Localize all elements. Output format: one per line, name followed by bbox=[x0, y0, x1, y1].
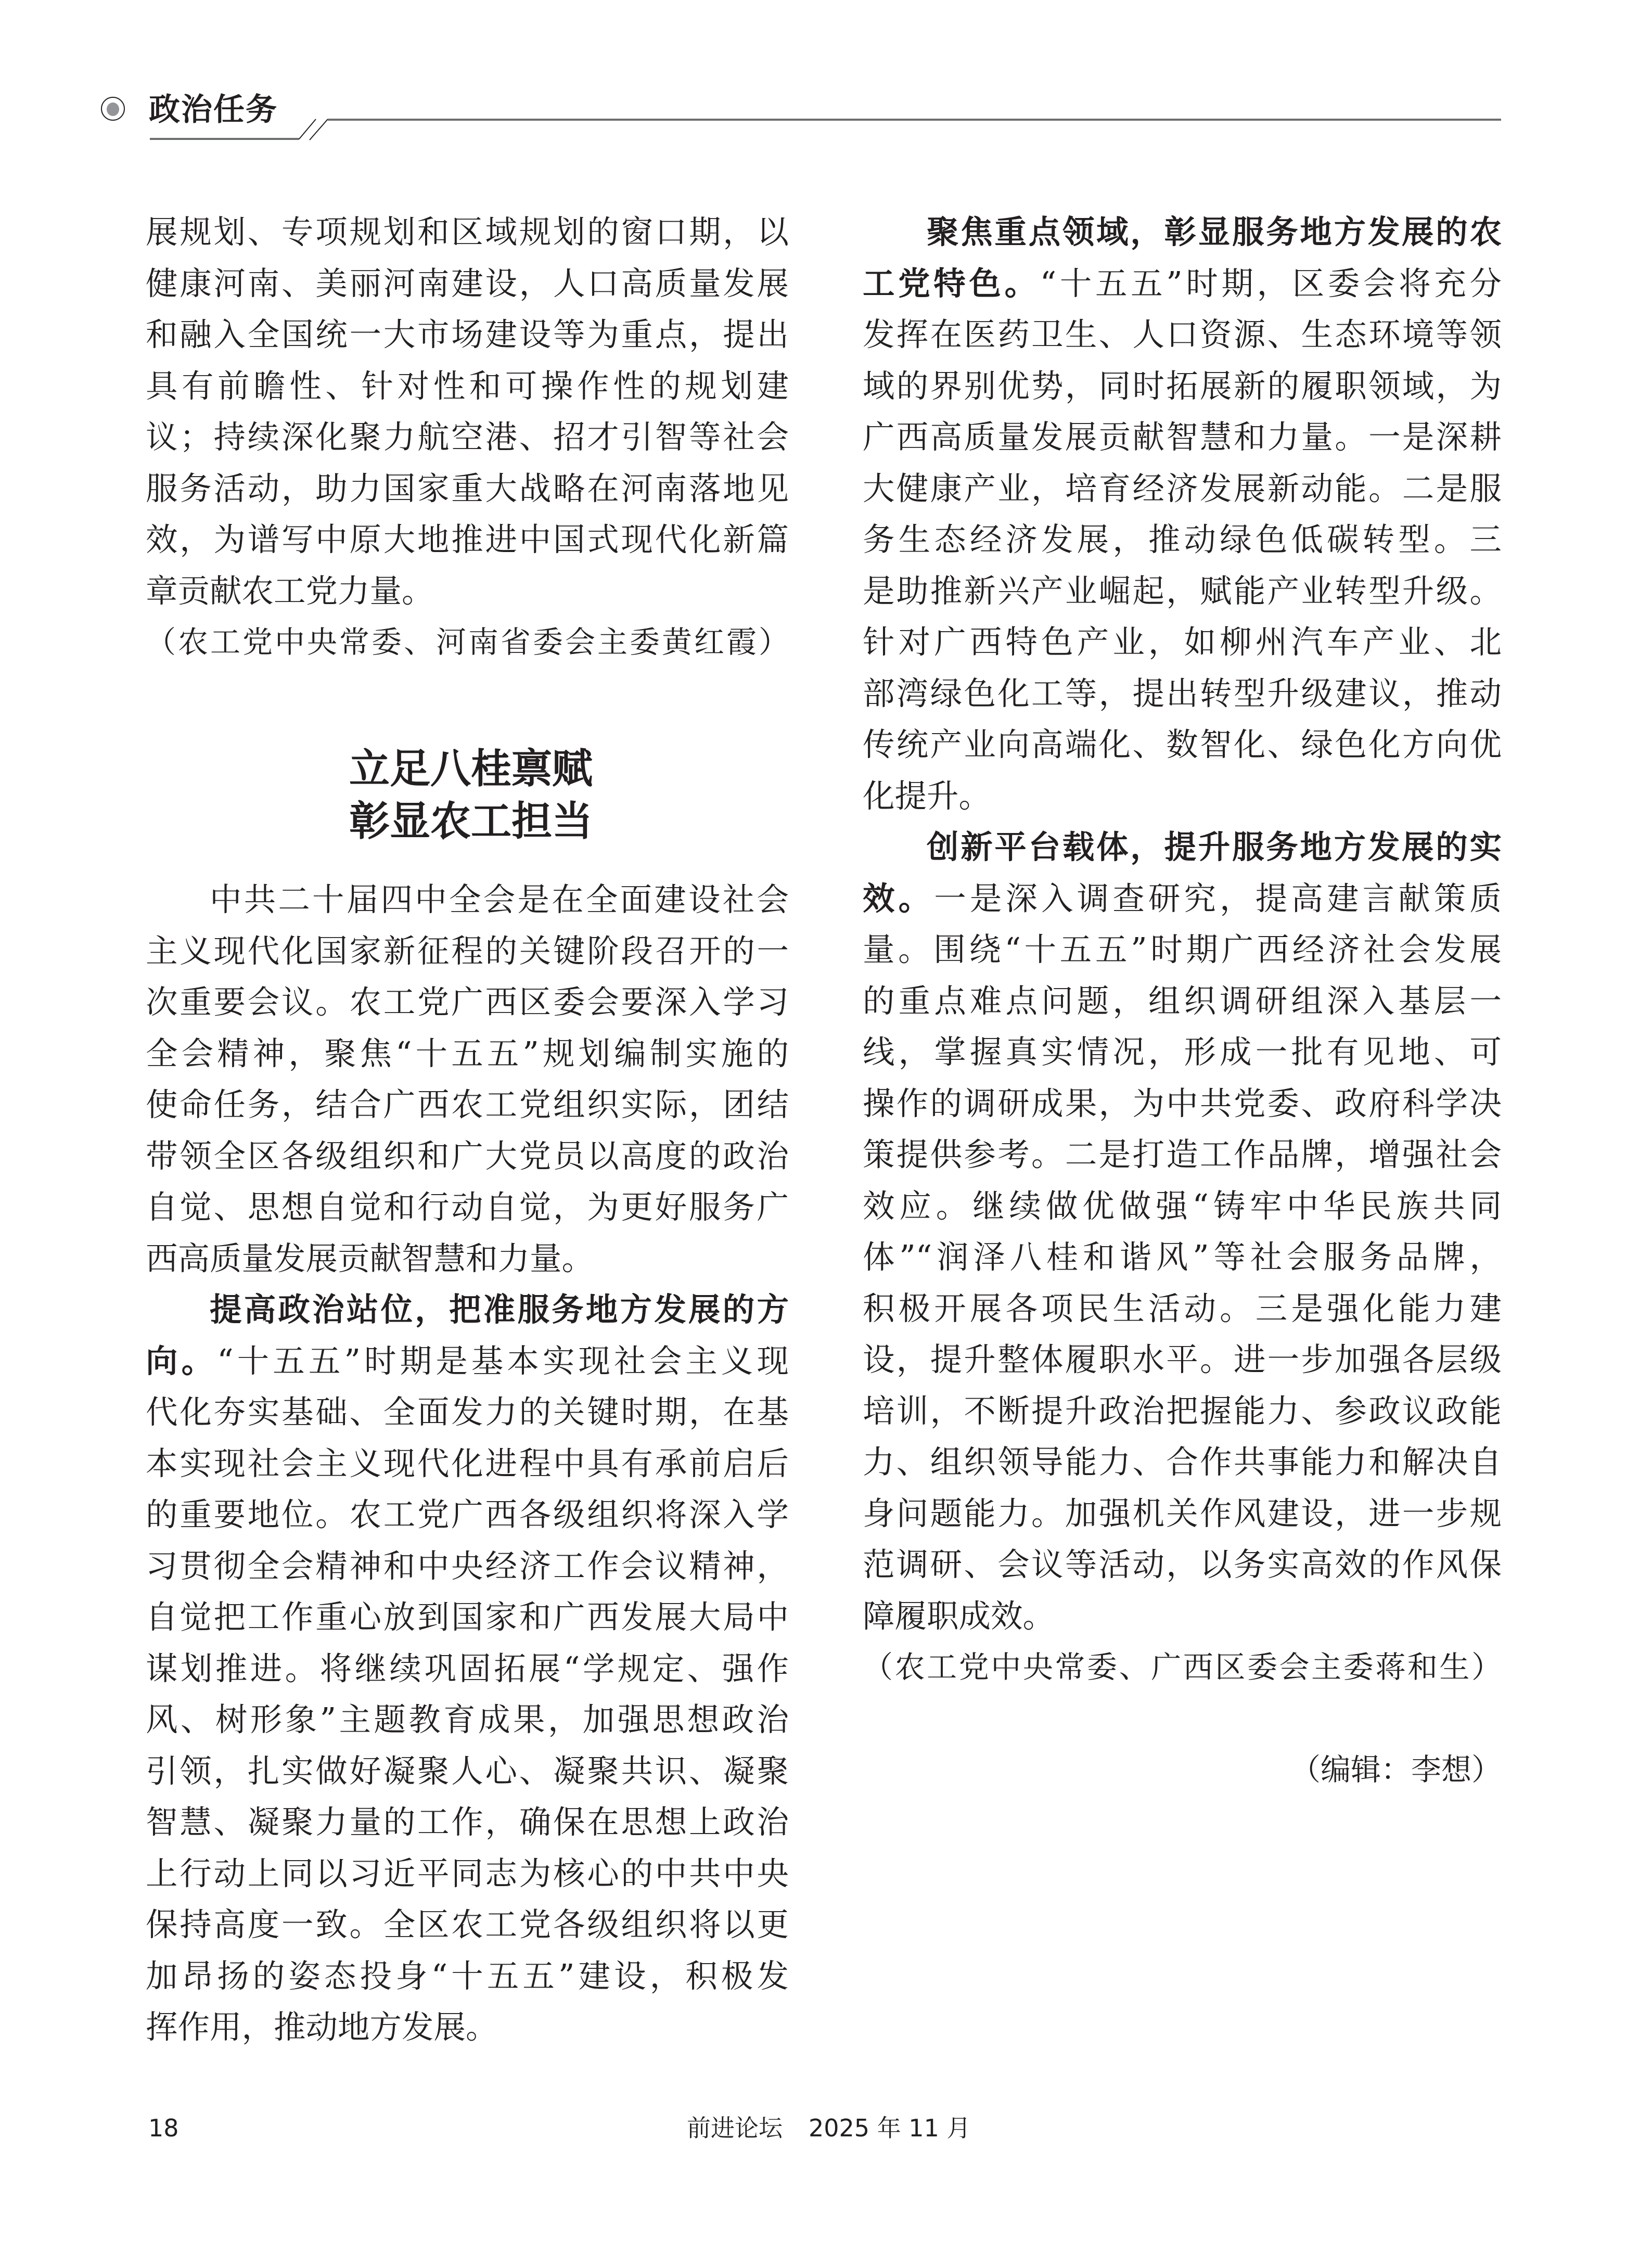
text-line: 域的界别优势，同时拓展新的履职领域，为 bbox=[863, 367, 1502, 405]
text-line: 章贡献农工党力量。 bbox=[146, 572, 434, 610]
article-body-right bbox=[863, 207, 1502, 1796]
text-line: 传统产业向高端化、数智化、绿色化方向优 bbox=[863, 726, 1502, 763]
text-line: 中共二十届四中全会是在全面建设社会 bbox=[210, 881, 789, 918]
text-line: 培训，不断提升政治把握能力、参政议政能 bbox=[863, 1392, 1502, 1430]
text-run: “十五五”时期，区委会将充分 bbox=[1040, 264, 1502, 302]
bold-lead-line: 聚焦重点领域，彰显服务地方发展的农 bbox=[927, 213, 1502, 251]
text-line: 效，为谱写中原大地推进中国式现代化新篇 bbox=[146, 521, 789, 558]
article-title bbox=[291, 743, 650, 848]
text-line: 本实现社会主义现代化进程中具有承前启后 bbox=[146, 1444, 789, 1482]
text-line: 力、组织领导能力、合作共事能力和解决自 bbox=[863, 1443, 1502, 1481]
text-line: 上行动上同以习近平同志为核心的中共中央 bbox=[146, 1854, 789, 1892]
text-line: 操作的调研成果，为中共党委、政府科学决 bbox=[863, 1084, 1502, 1122]
text-line: 使命任务，结合广西农工党组织实际，团结 bbox=[146, 1086, 789, 1123]
text-line: 具有前瞻性、针对性和可操作性的规划建 bbox=[146, 367, 789, 405]
text-line: 广西高质量发展贡献智慧和力量。一是深耕 bbox=[863, 418, 1502, 456]
section-title: 政治任务 bbox=[149, 92, 278, 128]
text-line: 主义现代化国家新征程的关键阶段召开的一 bbox=[146, 932, 789, 970]
journal-name: 前进论坛 bbox=[687, 2114, 783, 2142]
text-line: 的重点难点问题，组织调研组深入基层一 bbox=[863, 982, 1502, 1020]
text-line bbox=[146, 1336, 789, 1387]
left-column-continuation bbox=[146, 207, 789, 668]
bold-lead-end: 向。 bbox=[146, 1341, 217, 1380]
author-signature: （农工党中央常委、广西区委会主委蒋和生） bbox=[863, 1649, 1502, 1685]
text-line: 全会精神，聚焦“十五五”规划编制实施的 bbox=[146, 1034, 789, 1072]
text-line: 风、树形象”主题教育成果，加强思想政治 bbox=[146, 1701, 789, 1738]
text-line: 引领，扎实做好凝聚人心、凝聚共识、凝聚 bbox=[146, 1752, 789, 1790]
editor-credit: （编辑：李想） bbox=[1290, 1752, 1502, 1787]
text-line: 自觉把工作重心放到国家和广西发展大局中 bbox=[146, 1598, 789, 1636]
text-line: 智慧、凝聚力量的工作，确保在思想上政治 bbox=[146, 1803, 789, 1841]
bold-lead-line: 创新平台载体，提升服务地方发展的实 bbox=[927, 828, 1502, 866]
article-body-left bbox=[146, 874, 789, 2053]
text-line: 设，提升整体履职水平。进一步加强各层级 bbox=[863, 1341, 1502, 1378]
bold-lead-end: 工党特色。 bbox=[863, 264, 1040, 302]
text-line: 范调研、会议等活动，以务实高效的作风保 bbox=[863, 1546, 1502, 1583]
text-line: 积极开展各项民生活动。三是强化能力建 bbox=[863, 1289, 1502, 1327]
text-line: 挥作用，推动地方发展。 bbox=[146, 2008, 498, 2046]
text-line: 效应。继续做优做强“铸牢中华民族共同 bbox=[863, 1187, 1502, 1225]
text-line: 身问题能力。加强机关作风建设，进一步规 bbox=[863, 1494, 1502, 1532]
text-line: 服务活动，助力国家重大战略在河南落地见 bbox=[146, 469, 789, 507]
issue-date: 2025 年 11 月 bbox=[809, 2114, 971, 2142]
text-line: 代化夯实基础、全面发力的关键时期，在基 bbox=[146, 1393, 789, 1431]
text-line: 是助推新兴产业崛起，赋能产业转型升级。 bbox=[863, 572, 1502, 610]
text-line: 体”“润泽八桂和谐风”等社会服务品牌， bbox=[863, 1238, 1502, 1276]
text-line: 线，掌握真实情况，形成一批有见地、可 bbox=[863, 1033, 1502, 1071]
text-line: 部湾绿色化工等，提出转型升级建议，推动 bbox=[863, 674, 1502, 712]
text-line: 量。围绕“十五五”时期广西经济社会发展 bbox=[863, 931, 1502, 968]
text-line: 发挥在医药卫生、人口资源、生态环境等领 bbox=[863, 316, 1502, 353]
text-line: 策提供参考。二是打造工作品牌，增强社会 bbox=[863, 1136, 1502, 1173]
text-run: 一是深入调查研究，提高建言献策质 bbox=[934, 879, 1502, 917]
text-line: 西高质量发展贡献智慧和力量。 bbox=[146, 1239, 594, 1277]
text-line: 展规划、专项规划和区域规划的窗口期，以 bbox=[146, 213, 789, 251]
text-line: 习贯彻全会精神和中央经济工作会议精神， bbox=[146, 1547, 789, 1585]
bold-lead-end: 效。 bbox=[863, 879, 934, 917]
article-title-line-2: 彰显农工担当 bbox=[349, 798, 593, 845]
text-line: 针对广西特色产业，如柳州汽车产业、北 bbox=[863, 623, 1502, 661]
text-line bbox=[863, 258, 1502, 310]
text-line bbox=[863, 873, 1502, 925]
bold-lead-line: 提高政治站位，把准服务地方发展的方 bbox=[210, 1290, 789, 1328]
author-signature: （农工党中央常委、河南省委会主委黄红霞） bbox=[146, 624, 789, 660]
text-line: 自觉、思想自觉和行动自觉，为更好服务广 bbox=[146, 1188, 789, 1226]
text-line: 的重要地位。农工党广西各级组织将深入学 bbox=[146, 1496, 789, 1533]
article-title-line-1: 立足八桂禀赋 bbox=[349, 746, 593, 792]
header-rule-slash-2 bbox=[310, 119, 328, 140]
header-rule bbox=[0, 0, 1652, 156]
text-line: 务生态经济发展，推动绿色低碳转型。三 bbox=[863, 521, 1502, 558]
text-line: 带领全区各级组织和广大党员以高度的政治 bbox=[146, 1137, 789, 1175]
text-line: 谋划推进。将继续巩固拓展“学规定、强作 bbox=[146, 1649, 789, 1687]
footer-journal bbox=[687, 2112, 970, 2144]
text-run: “十五五”时期是基本实现社会主义现 bbox=[217, 1342, 789, 1380]
text-line: 次重要会议。农工党广西区委会要深入学习 bbox=[146, 983, 789, 1021]
text-line: 保持高度一致。全区农工党各级组织将以更 bbox=[146, 1906, 789, 1943]
text-line: 大健康产业，培育经济发展新动能。二是服 bbox=[863, 469, 1502, 507]
text-line: 议；持续深化聚力航空港、招才引智等社会 bbox=[146, 418, 789, 456]
text-line: 加昂扬的姿态投身“十五五”建设，积极发 bbox=[146, 1957, 789, 1995]
page-number: 18 bbox=[148, 2114, 179, 2142]
text-line: 障履职成效。 bbox=[863, 1597, 1055, 1635]
text-line: 和融入全国统一大市场建设等为重点，提出 bbox=[146, 316, 789, 353]
text-line: 化提升。 bbox=[863, 777, 991, 815]
text-line: 健康河南、美丽河南建设，人口高质量发展 bbox=[146, 264, 789, 302]
spacer bbox=[863, 1693, 1502, 1745]
